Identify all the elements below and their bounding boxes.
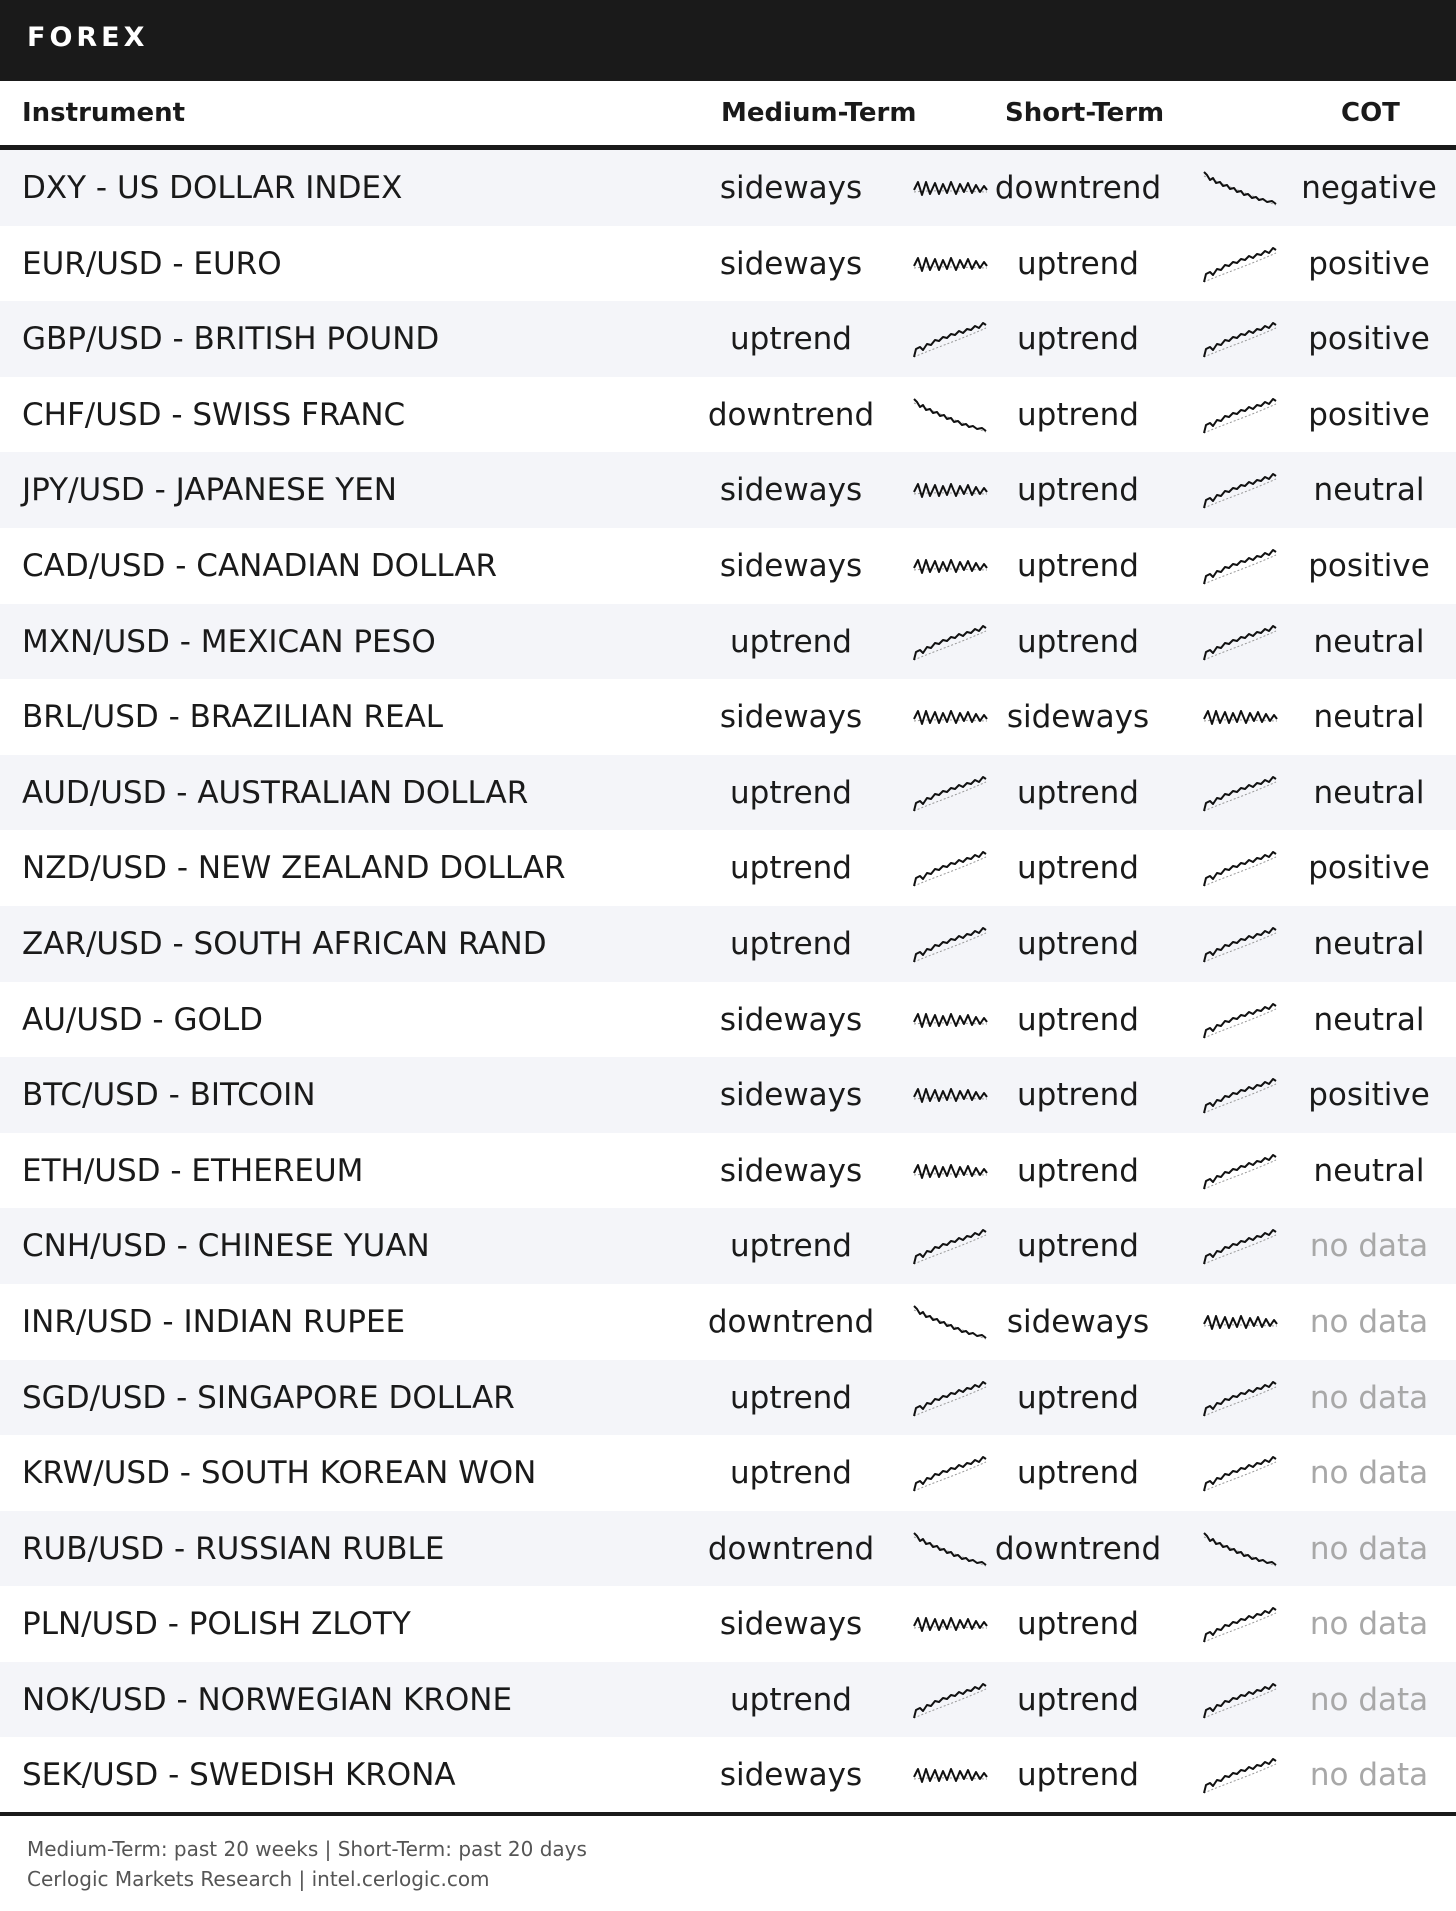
table-row bbox=[0, 1133, 1456, 1209]
instrument-name: CNH/USD - CHINESE YUAN bbox=[22, 1228, 430, 1265]
table-row bbox=[0, 1208, 1456, 1284]
short-term-trend: uptrend bbox=[1017, 396, 1139, 433]
medium-term-trend: downtrend bbox=[707, 1303, 875, 1340]
uptrend-icon bbox=[1202, 622, 1278, 662]
column-header-short-term: Short-Term bbox=[1005, 98, 1165, 128]
sideways-trend-icon bbox=[912, 244, 988, 284]
uptrend-icon bbox=[1202, 1453, 1278, 1493]
medium-term-trend: uptrend bbox=[730, 321, 852, 358]
instrument-name: SGD/USD - SINGAPORE DOLLAR bbox=[22, 1379, 515, 1416]
uptrend-icon bbox=[1202, 546, 1278, 586]
cot-sentiment: neutral bbox=[1313, 925, 1425, 962]
sideways-trend-icon bbox=[1202, 697, 1278, 737]
uptrend-icon bbox=[1202, 1075, 1278, 1115]
sideways-trend-icon bbox=[912, 1151, 988, 1191]
medium-term-trend: sideways bbox=[719, 1077, 863, 1114]
cot-sentiment: positive bbox=[1308, 245, 1430, 282]
instrument-name: RUB/USD - RUSSIAN RUBLE bbox=[22, 1530, 445, 1567]
sideways-trend-icon bbox=[912, 1604, 988, 1644]
instrument-name: INR/USD - INDIAN RUPEE bbox=[22, 1303, 406, 1340]
cot-sentiment: no data bbox=[1309, 1606, 1429, 1643]
instrument-name: NOK/USD - NORWEGIAN KRONE bbox=[22, 1681, 513, 1718]
instrument-name: PLN/USD - POLISH ZLOTY bbox=[22, 1606, 411, 1643]
downtrend-icon bbox=[912, 1529, 988, 1569]
uptrend-icon bbox=[1202, 924, 1278, 964]
medium-term-trend: sideways bbox=[719, 699, 863, 736]
short-term-trend: uptrend bbox=[1017, 1152, 1139, 1189]
uptrend-icon bbox=[1202, 1226, 1278, 1266]
short-term-trend: uptrend bbox=[1017, 547, 1139, 584]
cot-sentiment: neutral bbox=[1313, 1152, 1425, 1189]
uptrend-icon bbox=[1202, 1604, 1278, 1644]
medium-term-trend: sideways bbox=[719, 1757, 863, 1794]
table-row bbox=[0, 1586, 1456, 1662]
sideways-trend-icon bbox=[912, 168, 988, 208]
instrument-name: ETH/USD - ETHEREUM bbox=[22, 1152, 364, 1189]
short-term-trend: uptrend bbox=[1017, 925, 1139, 962]
medium-term-trend: sideways bbox=[719, 1001, 863, 1038]
short-term-trend: uptrend bbox=[1017, 850, 1139, 887]
table-row bbox=[0, 755, 1456, 831]
uptrend-icon bbox=[1202, 395, 1278, 435]
cot-sentiment: neutral bbox=[1313, 623, 1425, 660]
column-header-cot: COT bbox=[1341, 98, 1400, 128]
uptrend-icon bbox=[1202, 1000, 1278, 1040]
sideways-trend-icon bbox=[912, 1000, 988, 1040]
uptrend-icon bbox=[912, 773, 988, 813]
table-row bbox=[0, 1662, 1456, 1738]
instrument-name: DXY - US DOLLAR INDEX bbox=[22, 170, 403, 206]
medium-term-trend: uptrend bbox=[730, 774, 852, 811]
medium-term-trend: uptrend bbox=[730, 1681, 852, 1718]
short-term-trend: sideways bbox=[1006, 699, 1150, 736]
cot-sentiment: no data bbox=[1309, 1681, 1429, 1718]
cot-sentiment: positive bbox=[1308, 1077, 1430, 1114]
cot-sentiment: neutral bbox=[1313, 774, 1425, 811]
short-term-trend: uptrend bbox=[1017, 1077, 1139, 1114]
short-term-trend: uptrend bbox=[1017, 245, 1139, 282]
instrument-name: SEK/USD - SWEDISH KRONA bbox=[22, 1757, 456, 1794]
sideways-trend-icon bbox=[912, 1755, 988, 1795]
cot-sentiment: positive bbox=[1308, 321, 1430, 358]
downtrend-icon bbox=[912, 395, 988, 435]
short-term-trend: uptrend bbox=[1017, 1001, 1139, 1038]
instrument-name: EUR/USD - EURO bbox=[22, 245, 282, 282]
cot-sentiment: no data bbox=[1309, 1455, 1429, 1492]
short-term-trend: uptrend bbox=[1017, 774, 1139, 811]
cot-sentiment: positive bbox=[1308, 547, 1430, 584]
sideways-trend-icon bbox=[912, 546, 988, 586]
medium-term-trend: sideways bbox=[719, 1606, 863, 1643]
short-term-trend: sideways bbox=[1006, 1303, 1150, 1340]
instrument-name: MXN/USD - MEXICAN PESO bbox=[22, 623, 436, 660]
table-row bbox=[0, 1057, 1456, 1133]
uptrend-icon bbox=[1202, 773, 1278, 813]
instrument-name: CAD/USD - CANADIAN DOLLAR bbox=[22, 547, 498, 584]
uptrend-icon bbox=[1202, 319, 1278, 359]
downtrend-icon bbox=[1202, 168, 1278, 208]
instrument-name: CHF/USD - SWISS FRANC bbox=[22, 396, 406, 433]
uptrend-icon bbox=[912, 1378, 988, 1418]
footer-timeframe-note: Medium-Term: past 20 weeks | Short-Term: past 20 days bbox=[27, 1837, 587, 1861]
table-row bbox=[0, 301, 1456, 377]
cot-sentiment: no data bbox=[1309, 1228, 1429, 1265]
medium-term-trend: sideways bbox=[719, 170, 863, 206]
medium-term-trend: uptrend bbox=[730, 850, 852, 887]
table-row bbox=[0, 1737, 1456, 1813]
medium-term-trend: downtrend bbox=[707, 396, 875, 433]
uptrend-icon bbox=[1202, 1378, 1278, 1418]
table-row bbox=[0, 1435, 1456, 1511]
instrument-name: AU/USD - GOLD bbox=[22, 1001, 264, 1038]
table-row bbox=[0, 528, 1456, 604]
uptrend-icon bbox=[912, 319, 988, 359]
table-row bbox=[0, 150, 1456, 226]
uptrend-icon bbox=[912, 848, 988, 888]
column-header-instrument: Instrument bbox=[22, 98, 186, 128]
short-term-trend: downtrend bbox=[994, 1530, 1162, 1567]
short-term-trend: uptrend bbox=[1017, 321, 1139, 358]
instrument-name: GBP/USD - BRITISH POUND bbox=[22, 321, 440, 358]
table-row bbox=[0, 982, 1456, 1058]
instrument-name: BRL/USD - BRAZILIAN REAL bbox=[22, 699, 444, 736]
medium-term-trend: uptrend bbox=[730, 925, 852, 962]
medium-term-trend: sideways bbox=[719, 547, 863, 584]
table-row bbox=[0, 1284, 1456, 1360]
table-row bbox=[0, 377, 1456, 453]
cot-sentiment: no data bbox=[1309, 1530, 1429, 1567]
short-term-trend: uptrend bbox=[1017, 472, 1139, 509]
table-row bbox=[0, 226, 1456, 302]
uptrend-icon bbox=[1202, 848, 1278, 888]
instrument-name: ZAR/USD - SOUTH AFRICAN RAND bbox=[22, 925, 547, 962]
cot-sentiment: no data bbox=[1309, 1757, 1429, 1794]
uptrend-icon bbox=[912, 1226, 988, 1266]
instrument-name: JPY/USD - JAPANESE YEN bbox=[22, 472, 397, 509]
uptrend-icon bbox=[912, 622, 988, 662]
uptrend-icon bbox=[1202, 1755, 1278, 1795]
instrument-name: BTC/USD - BITCOIN bbox=[22, 1077, 316, 1114]
uptrend-icon bbox=[912, 1680, 988, 1720]
medium-term-trend: downtrend bbox=[707, 1530, 875, 1567]
short-term-trend: downtrend bbox=[994, 170, 1162, 206]
cot-sentiment: positive bbox=[1308, 396, 1430, 433]
table-row bbox=[0, 906, 1456, 982]
cot-sentiment: neutral bbox=[1313, 699, 1425, 736]
sideways-trend-icon bbox=[912, 1075, 988, 1115]
uptrend-icon bbox=[1202, 1680, 1278, 1720]
footer-source-note: Cerlogic Markets Research | intel.cerlogic.com bbox=[27, 1867, 490, 1891]
cot-sentiment: positive bbox=[1308, 850, 1430, 887]
cot-sentiment: negative bbox=[1301, 170, 1437, 206]
table-row bbox=[0, 1360, 1456, 1436]
short-term-trend: uptrend bbox=[1017, 623, 1139, 660]
medium-term-trend: sideways bbox=[719, 472, 863, 509]
table-row bbox=[0, 830, 1456, 906]
cot-sentiment: neutral bbox=[1313, 1001, 1425, 1038]
medium-term-trend: sideways bbox=[719, 245, 863, 282]
uptrend-icon bbox=[1202, 1151, 1278, 1191]
short-term-trend: uptrend bbox=[1017, 1228, 1139, 1265]
sideways-trend-icon bbox=[912, 697, 988, 737]
top-bar bbox=[0, 0, 1456, 81]
table-row bbox=[0, 604, 1456, 680]
medium-term-trend: uptrend bbox=[730, 623, 852, 660]
medium-term-trend: uptrend bbox=[730, 1379, 852, 1416]
uptrend-icon bbox=[912, 1453, 988, 1493]
cot-sentiment: no data bbox=[1309, 1379, 1429, 1416]
table-row bbox=[0, 679, 1456, 755]
instrument-table bbox=[0, 150, 1456, 1813]
short-term-trend: uptrend bbox=[1017, 1757, 1139, 1794]
sideways-trend-icon bbox=[912, 470, 988, 510]
uptrend-icon bbox=[1202, 470, 1278, 510]
short-term-trend: uptrend bbox=[1017, 1606, 1139, 1643]
medium-term-trend: uptrend bbox=[730, 1455, 852, 1492]
uptrend-icon bbox=[1202, 244, 1278, 284]
downtrend-icon bbox=[1202, 1529, 1278, 1569]
short-term-trend: uptrend bbox=[1017, 1455, 1139, 1492]
short-term-trend: uptrend bbox=[1017, 1681, 1139, 1718]
column-header-medium-term: Medium-Term bbox=[721, 98, 917, 128]
medium-term-trend: sideways bbox=[719, 1152, 863, 1189]
sideways-trend-icon bbox=[1202, 1302, 1278, 1342]
instrument-name: NZD/USD - NEW ZEALAND DOLLAR bbox=[22, 850, 566, 887]
table-row bbox=[0, 452, 1456, 528]
table-row bbox=[0, 1511, 1456, 1587]
instrument-name: KRW/USD - SOUTH KOREAN WON bbox=[22, 1455, 537, 1492]
short-term-trend: uptrend bbox=[1017, 1379, 1139, 1416]
table-bottom-divider bbox=[0, 1812, 1456, 1816]
cot-sentiment: no data bbox=[1309, 1303, 1429, 1340]
medium-term-trend: uptrend bbox=[730, 1228, 852, 1265]
downtrend-icon bbox=[912, 1302, 988, 1342]
cot-sentiment: neutral bbox=[1313, 472, 1425, 509]
page-title: FOREX bbox=[27, 22, 149, 53]
instrument-name: AUD/USD - AUSTRALIAN DOLLAR bbox=[22, 774, 529, 811]
table-header bbox=[0, 81, 1456, 145]
uptrend-icon bbox=[912, 924, 988, 964]
